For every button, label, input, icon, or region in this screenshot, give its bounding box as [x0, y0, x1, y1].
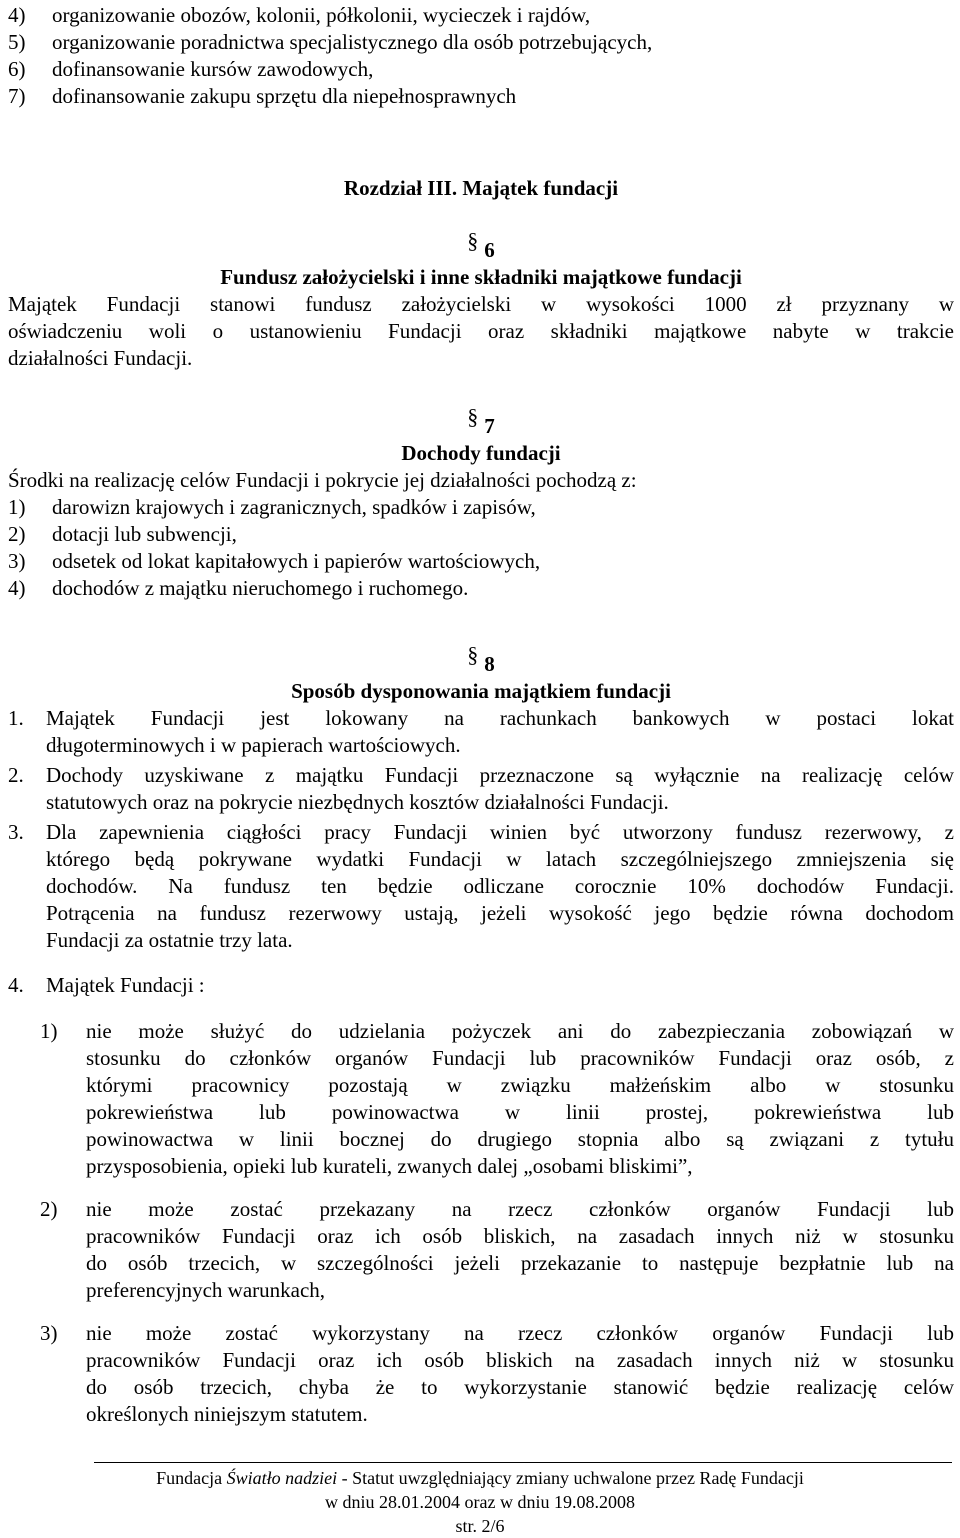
numbered-point: 2. Dochody uzyskiwane z majątku Fundacji przeznaczone są wyłącznie na realizację celów statutowych oraz na pokrycie niezbędnych kosztów działalności Fundacji. — [8, 763, 954, 814]
sub-list-item: 3) nie może zostać wykorzystany na rzecz członków organów Fundacji lub pracowników Fundacji oraz ich osób bliskich na zasadach innych niż w stosunku do osób trzecich, chyba że to wykorzystanie stanowić będzie realizację celów określonych niniejszym statutem. — [40, 1321, 954, 1426]
footer-line-1: Fundacja Światło nadziei - Statut uwzględniający zmiany uchwalone przez Radę Fundacji — [156, 1468, 804, 1488]
numbered-point: 1. Majątek Fundacji jest lokowany na rachunkach bankowych w postaci lokat długoterminowych i w papierach wartościowych. — [8, 706, 954, 757]
paragraph-line: pracowników Fundacji oraz ich osób bliskich, na zasadach innych niż w stosunku — [86, 1224, 954, 1248]
section-6 — [8, 228, 954, 372]
paragraph-line: pokrewieństwa lub powinowactwa w linii prostej, pokrewieństwa lub — [86, 1100, 954, 1124]
list-item: 3) odsetek od lokat kapitałowych i papierów wartościowych, — [8, 549, 541, 573]
list-item: 4) organizowanie obozów, kolonii, półkolonii, wycieczek i rajdów, — [8, 3, 591, 27]
paragraph-line: którymi pracownicy pozostają w związku małżeńskim albo w stosunku — [86, 1073, 954, 1097]
paragraph-line: Potrącenia na fundusz rezerwowy ustają, jeżeli wysokość jego będzie równa dochodom — [46, 901, 954, 925]
sub-list-item: 2) nie może zostać przekazany na rzecz członków organów Fundacji lub pracowników Fundacji oraz ich osób bliskich, na zasadach innych niż w stosunku do osób trzecich, w szczególności jeżeli przekazanie to następuje bezpłatnie lub na preferencyjnych warunkach, — [40, 1197, 954, 1302]
paragraph-line: stosunku do członków organów Fundacji lub pracowników Fundacji oraz osób, z — [86, 1046, 954, 1070]
section-7 — [8, 404, 954, 602]
paragraph-line: Dla zapewnienia ciągłości pracy Fundacji winien być utworzony fundusz rezerwowy, z — [46, 820, 954, 844]
chapter-title: Rozdział III. Majątek fundacji — [343, 176, 619, 200]
section-icon: § — [467, 404, 479, 429]
section-title: Dochody fundacji — [401, 441, 561, 465]
paragraph-line: oświadczeniu woli o ustanowieniu Fundacji oraz składniki majątkowe nabyte w trakcie — [8, 319, 954, 343]
paragraph-line: nie może zostać wykorzystany na rzecz członków organów Fundacji lub — [86, 1321, 954, 1345]
section-number: § 8 — [467, 642, 495, 676]
paragraph-line: do osób trzecich, w szczególności jeżeli przekazanie to następuje bezpłatnie lub na — [86, 1251, 954, 1275]
numbered-point: 3. Dla zapewnienia ciągłości pracy Fundacji winien być utworzony fundusz rezerwowy, z którego będą pokrywane wydatki Fundacji w latach szczególniejszego zmniejszenia się dochodów. Na fundusz ten będzie odliczane corocznie 10% dochodów Fundacji. Potrącenia na fundusz rezerwowy ustają, jeżeli wysokość jego będzie równa dochodom Fundacji za ostatnie trzy lata. — [8, 820, 954, 952]
page-footer — [0, 1466, 960, 1538]
section-8 — [8, 642, 954, 1428]
list-item: 4) dochodów z majątku nieruchomego i ruchomego. — [8, 576, 469, 600]
paragraph-line: Majątek Fundacji jest lokowany na rachunkach bankowych w postaci lokat — [46, 706, 954, 730]
paragraph-line: powinowactwa w linii bocznej do drugiego stopnia albo są związani z tytułu — [86, 1127, 954, 1151]
footer-line-2: w dniu 28.01.2004 oraz w dniu 19.08.2008 — [325, 1492, 635, 1512]
list-item: 5) organizowanie poradnictwa specjalistycznego dla osób potrzebujących, — [8, 30, 653, 54]
section-icon: § — [467, 228, 479, 253]
paragraph-line: dochodów. Na fundusz ten będzie odliczane corocznie 10% dochodów Fundacji. — [46, 874, 954, 898]
section-number: § 6 — [467, 228, 495, 262]
paragraph-line: pracowników Fundacji oraz ich osób bliskich na zasadach innych niż w stosunku — [86, 1348, 954, 1372]
paragraph-line: preferencyjnych warunkach, — [86, 1278, 326, 1302]
paragraph-line: działalności Fundacji. — [8, 346, 193, 370]
list-item: 2) dotacji lub subwencji, — [8, 522, 237, 546]
paragraph-line: którego będą pokrywane wydatki Fundacji w latach szczególniejszego zmniejszenia się — [46, 847, 954, 871]
paragraph-line: Majątek Fundacji stanowi fundusz założycielski w wysokości 1000 zł przyznany w — [8, 292, 954, 316]
paragraph-line: określonych niniejszym statutem. — [86, 1402, 368, 1426]
list-item: 1) darowizn krajowych i zagranicznych, spadków i zapisów, — [8, 495, 536, 519]
paragraph-line: do osób trzecich, chyba że to wykorzystanie stanowić będzie realizację celów — [86, 1375, 954, 1399]
paragraph-line: Fundacji za ostatnie trzy lata. — [46, 928, 293, 952]
section-title: Sposób dysponowania majątkiem fundacji — [291, 679, 671, 703]
list-item: 7) dofinansowanie zakupu sprzętu dla niepełnosprawnych — [8, 84, 517, 108]
list-item: 6) dofinansowanie kursów zawodowych, — [8, 57, 374, 81]
top-list — [8, 2, 954, 110]
foundation-name: Światło nadziei — [226, 1468, 338, 1488]
paragraph-line: przysposobienia, opieki lub kurateli, zwanych dalej „osobami bliskimi”, — [86, 1154, 693, 1178]
paragraph-line: nie może służyć do udzielania pożyczek ani do zabezpieczania zobowiązań w — [86, 1019, 954, 1043]
paragraph-line: nie może zostać przekazany na rzecz członków organów Fundacji lub — [86, 1197, 954, 1221]
section-icon: § — [467, 642, 479, 667]
page-number: str. 2/6 — [455, 1516, 505, 1536]
section-number: § 7 — [467, 404, 495, 438]
paragraph-line: statutowych oraz na pokrycie niezbędnych kosztów działalności Fundacji. — [46, 790, 669, 814]
footer-divider — [94, 1462, 952, 1463]
paragraph-line: Środki na realizację celów Fundacji i pokrycie jej działalności pochodzą z: — [8, 468, 637, 492]
paragraph-line: Dochody uzyskiwane z majątku Fundacji przeznaczone są wyłącznie na realizację celów — [46, 763, 954, 787]
section-title: Fundusz założycielski i inne składniki majątkowe fundacji — [220, 265, 742, 289]
paragraph-line: Majątek Fundacji : — [46, 973, 205, 997]
numbered-point: 4. Majątek Fundacji : — [8, 972, 954, 999]
paragraph-line: długoterminowych i w papierach wartościowych. — [46, 733, 461, 757]
sub-list-item: 1) nie może służyć do udzielania pożyczek ani do zabezpieczania zobowiązań w stosunku do członków organów Fundacji lub pracowników Fundacji oraz osób, z którymi pracownicy pozostają w związku małżeńskim albo w stosunku pokrewieństwa lub powinowactwa w linii prostej, pokrewieństwa lub powinowactwa w linii bocznej do drugiego stopnia albo są związani z tytułu przysposobienia, opieki lub kurateli, zwanych dalej „osobami bliskimi”, — [40, 1019, 954, 1178]
